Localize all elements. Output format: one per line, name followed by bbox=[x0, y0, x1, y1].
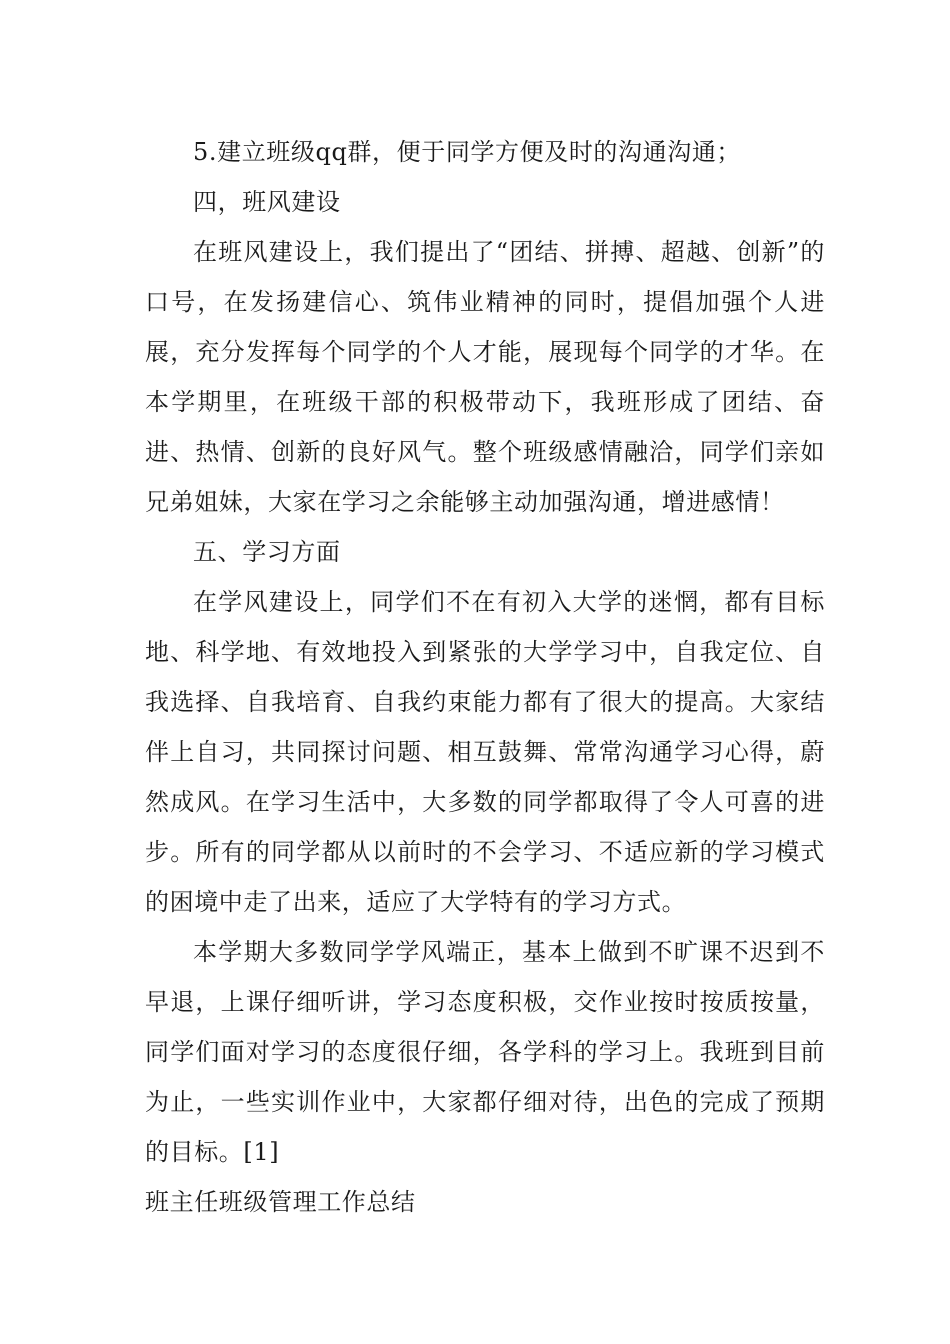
section-heading-class-style: 四，班风建设 bbox=[193, 188, 341, 216]
paragraph-class-style: 在班风建设上，我们提出了“团结、拼搏、超越、创新”的口号，在发扬建信心、筑伟业精神的同时，提倡加强个人进展，充分发挥每个同学的个人才能，展现每个同学的才华。在本学期里，在班级干部的积极带动下，我班形成了团结、奋进、热情、创新的良好风气。整个班级感情融洽，同学们亲如兄弟姐妹，大家在学习之余能够主动加强沟通，增进感情！ bbox=[145, 238, 825, 516]
next-document-title: 班主任班级管理工作总结 bbox=[145, 1188, 416, 1216]
paragraph-study-style: 在学风建设上，同学们不在有初入大学的迷惘，都有目标地、科学地、有效地投入到紧张的大学学习中，自我定位、自我选择、自我培育、自我约束能力都有了很大的提高。大家结伴上自习，共同探讨问题、相互鼓舞、常常沟通学习心得，蔚然成风。在学习生活中，大多数的同学都取得了令人可喜的进步。所有的同学都从以前时的不会学习、不适应新的学习模式的困境中走了出来，适应了大学特有的学习方式。 bbox=[145, 588, 825, 916]
section-heading-study: 五、学习方面 bbox=[193, 538, 341, 566]
list-item-qq-group: 5.建立班级qq群，便于同学方便及时的沟通沟通； bbox=[193, 138, 742, 166]
document-body bbox=[145, 127, 825, 1227]
paragraph-study-attitude: 本学期大多数同学学风端正，基本上做到不旷课不迟到不早退，上课仔细听讲，学习态度积极，交作业按时按质按量，同学们面对学习的态度很仔细，各学科的学习上。我班到目前为止，一些实训作业中，大家都仔细对待，出色的完成了预期的目标。[1] bbox=[145, 938, 825, 1166]
